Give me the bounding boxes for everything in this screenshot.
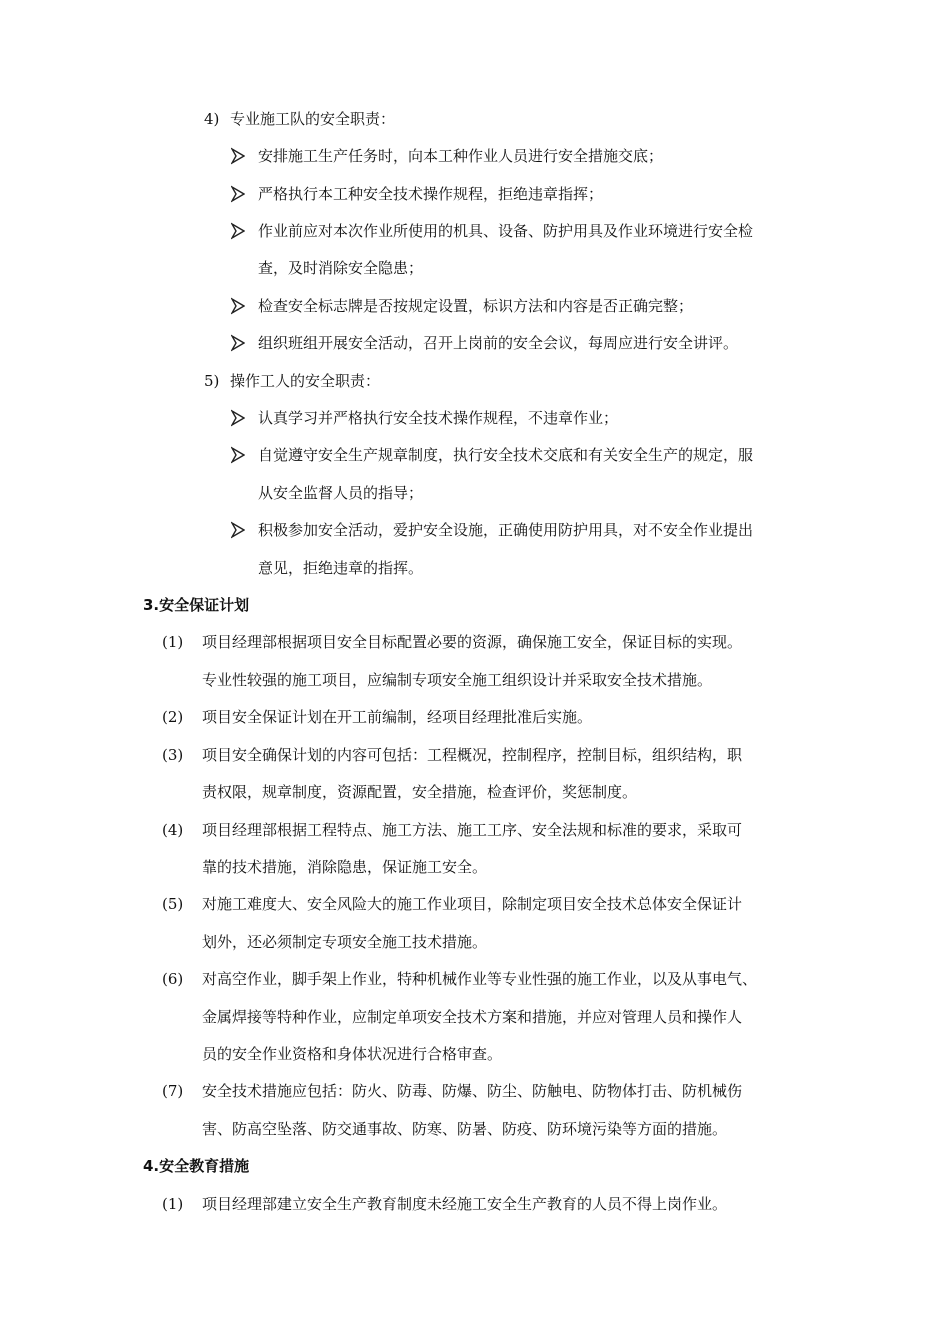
item-text: 安全技术措施应包括：防火、防毒、防爆、防尘、防触电、防物体打击、防机械伤	[202, 1082, 743, 1100]
bullet-arrow-icon	[231, 146, 245, 166]
bullet-arrow-icon	[231, 184, 245, 204]
bullet-text: 自觉遵守安全生产规章制度，执行安全技术交底和有关安全生产的规定，服	[258, 446, 754, 464]
item-text: 对施工难度大、安全风险大的施工作业项目，除制定项目安全技术总体安全保证计	[202, 895, 743, 913]
bullet-text: 组织班组开展安全活动，召开上岗前的安全会议，每周应进行安全讲评。	[258, 334, 739, 352]
item-number: (5)	[162, 895, 184, 913]
item-text-continued: 责权限，规章制度，资源配置，安全措施，检查评价，奖惩制度。	[202, 783, 638, 801]
subsection-number: 4)	[204, 110, 220, 128]
item-number: (1)	[162, 1195, 184, 1213]
item-number: (2)	[162, 708, 184, 726]
bullet-text: 严格执行本工种安全技术操作规程，拒绝违章指挥；	[258, 185, 604, 203]
item-number: (3)	[162, 746, 184, 764]
bullet-arrow-icon	[231, 221, 245, 241]
section-heading: 4.安全教育措施	[143, 1157, 250, 1175]
item-text-continued: 金属焊接等特种作业，应制定单项安全技术方案和措施，并应对管理人员和操作人	[202, 1008, 743, 1026]
item-text: 项目经理部根据项目安全目标配置必要的资源，确保施工安全，保证目标的实现。	[202, 633, 743, 651]
subsection-title: 操作工人的安全职责：	[230, 372, 381, 390]
item-text: 项目经理部建立安全生产教育制度未经施工安全生产教育的人员不得上岗作业。	[202, 1195, 728, 1213]
bullet-text-continued: 从安全监督人员的指导；	[258, 484, 424, 502]
bullet-text-continued: 查，及时消除安全隐患；	[258, 259, 424, 277]
bullet-arrow-icon	[231, 296, 245, 316]
item-text-continued: 靠的技术措施，消除隐患，保证施工安全。	[202, 858, 488, 876]
item-text: 项目安全确保计划的内容可包括：工程概况，控制程序，控制目标，组织结构，职	[202, 746, 743, 764]
section-heading: 3.安全保证计划	[143, 596, 250, 614]
item-number: (4)	[162, 821, 184, 839]
bullet-text: 作业前应对本次作业所使用的机具、设备、防护用具及作业环境进行安全检	[258, 222, 754, 240]
item-number: (1)	[162, 633, 184, 651]
item-text-continued: 害、防高空坠落、防交通事故、防寒、防暑、防疫、防环境污染等方面的措施。	[202, 1120, 728, 1138]
bullet-arrow-icon	[231, 520, 245, 540]
bullet-text: 认真学习并严格执行安全技术操作规程，不违章作业；	[258, 409, 619, 427]
item-number: (6)	[162, 970, 184, 988]
bullet-text: 检查安全标志牌是否按规定设置，标识方法和内容是否正确完整；	[258, 297, 694, 315]
item-text-continued: 专业性较强的施工项目，应编制专项安全施工组织设计并采取安全技术措施。	[202, 671, 713, 689]
bullet-text: 积极参加安全活动，爱护安全设施，正确使用防护用具，对不安全作业提出	[258, 521, 754, 539]
subsection-title: 专业施工队的安全职责：	[230, 110, 396, 128]
bullet-arrow-icon	[231, 445, 245, 465]
bullet-arrow-icon	[231, 408, 245, 428]
subsection-number: 5)	[204, 372, 220, 390]
bullet-text: 安排施工生产任务时，向本工种作业人员进行安全措施交底；	[258, 147, 664, 165]
item-number: (7)	[162, 1082, 184, 1100]
bullet-text-continued: 意见，拒绝违章的指挥。	[258, 559, 424, 577]
item-text: 项目安全保证计划在开工前编制，经项目经理批准后实施。	[202, 708, 593, 726]
item-text: 项目经理部根据工程特点、施工方法、施工工序、安全法规和标准的要求，采取可	[202, 821, 743, 839]
item-text-continued: 划外，还必须制定专项安全施工技术措施。	[202, 933, 488, 951]
item-text: 对高空作业，脚手架上作业，特种机械作业等专业性强的施工作业，以及从事电气、	[202, 970, 758, 988]
bullet-arrow-icon	[231, 333, 245, 353]
item-text-continued: 员的安全作业资格和身体状况进行合格审查。	[202, 1045, 503, 1063]
